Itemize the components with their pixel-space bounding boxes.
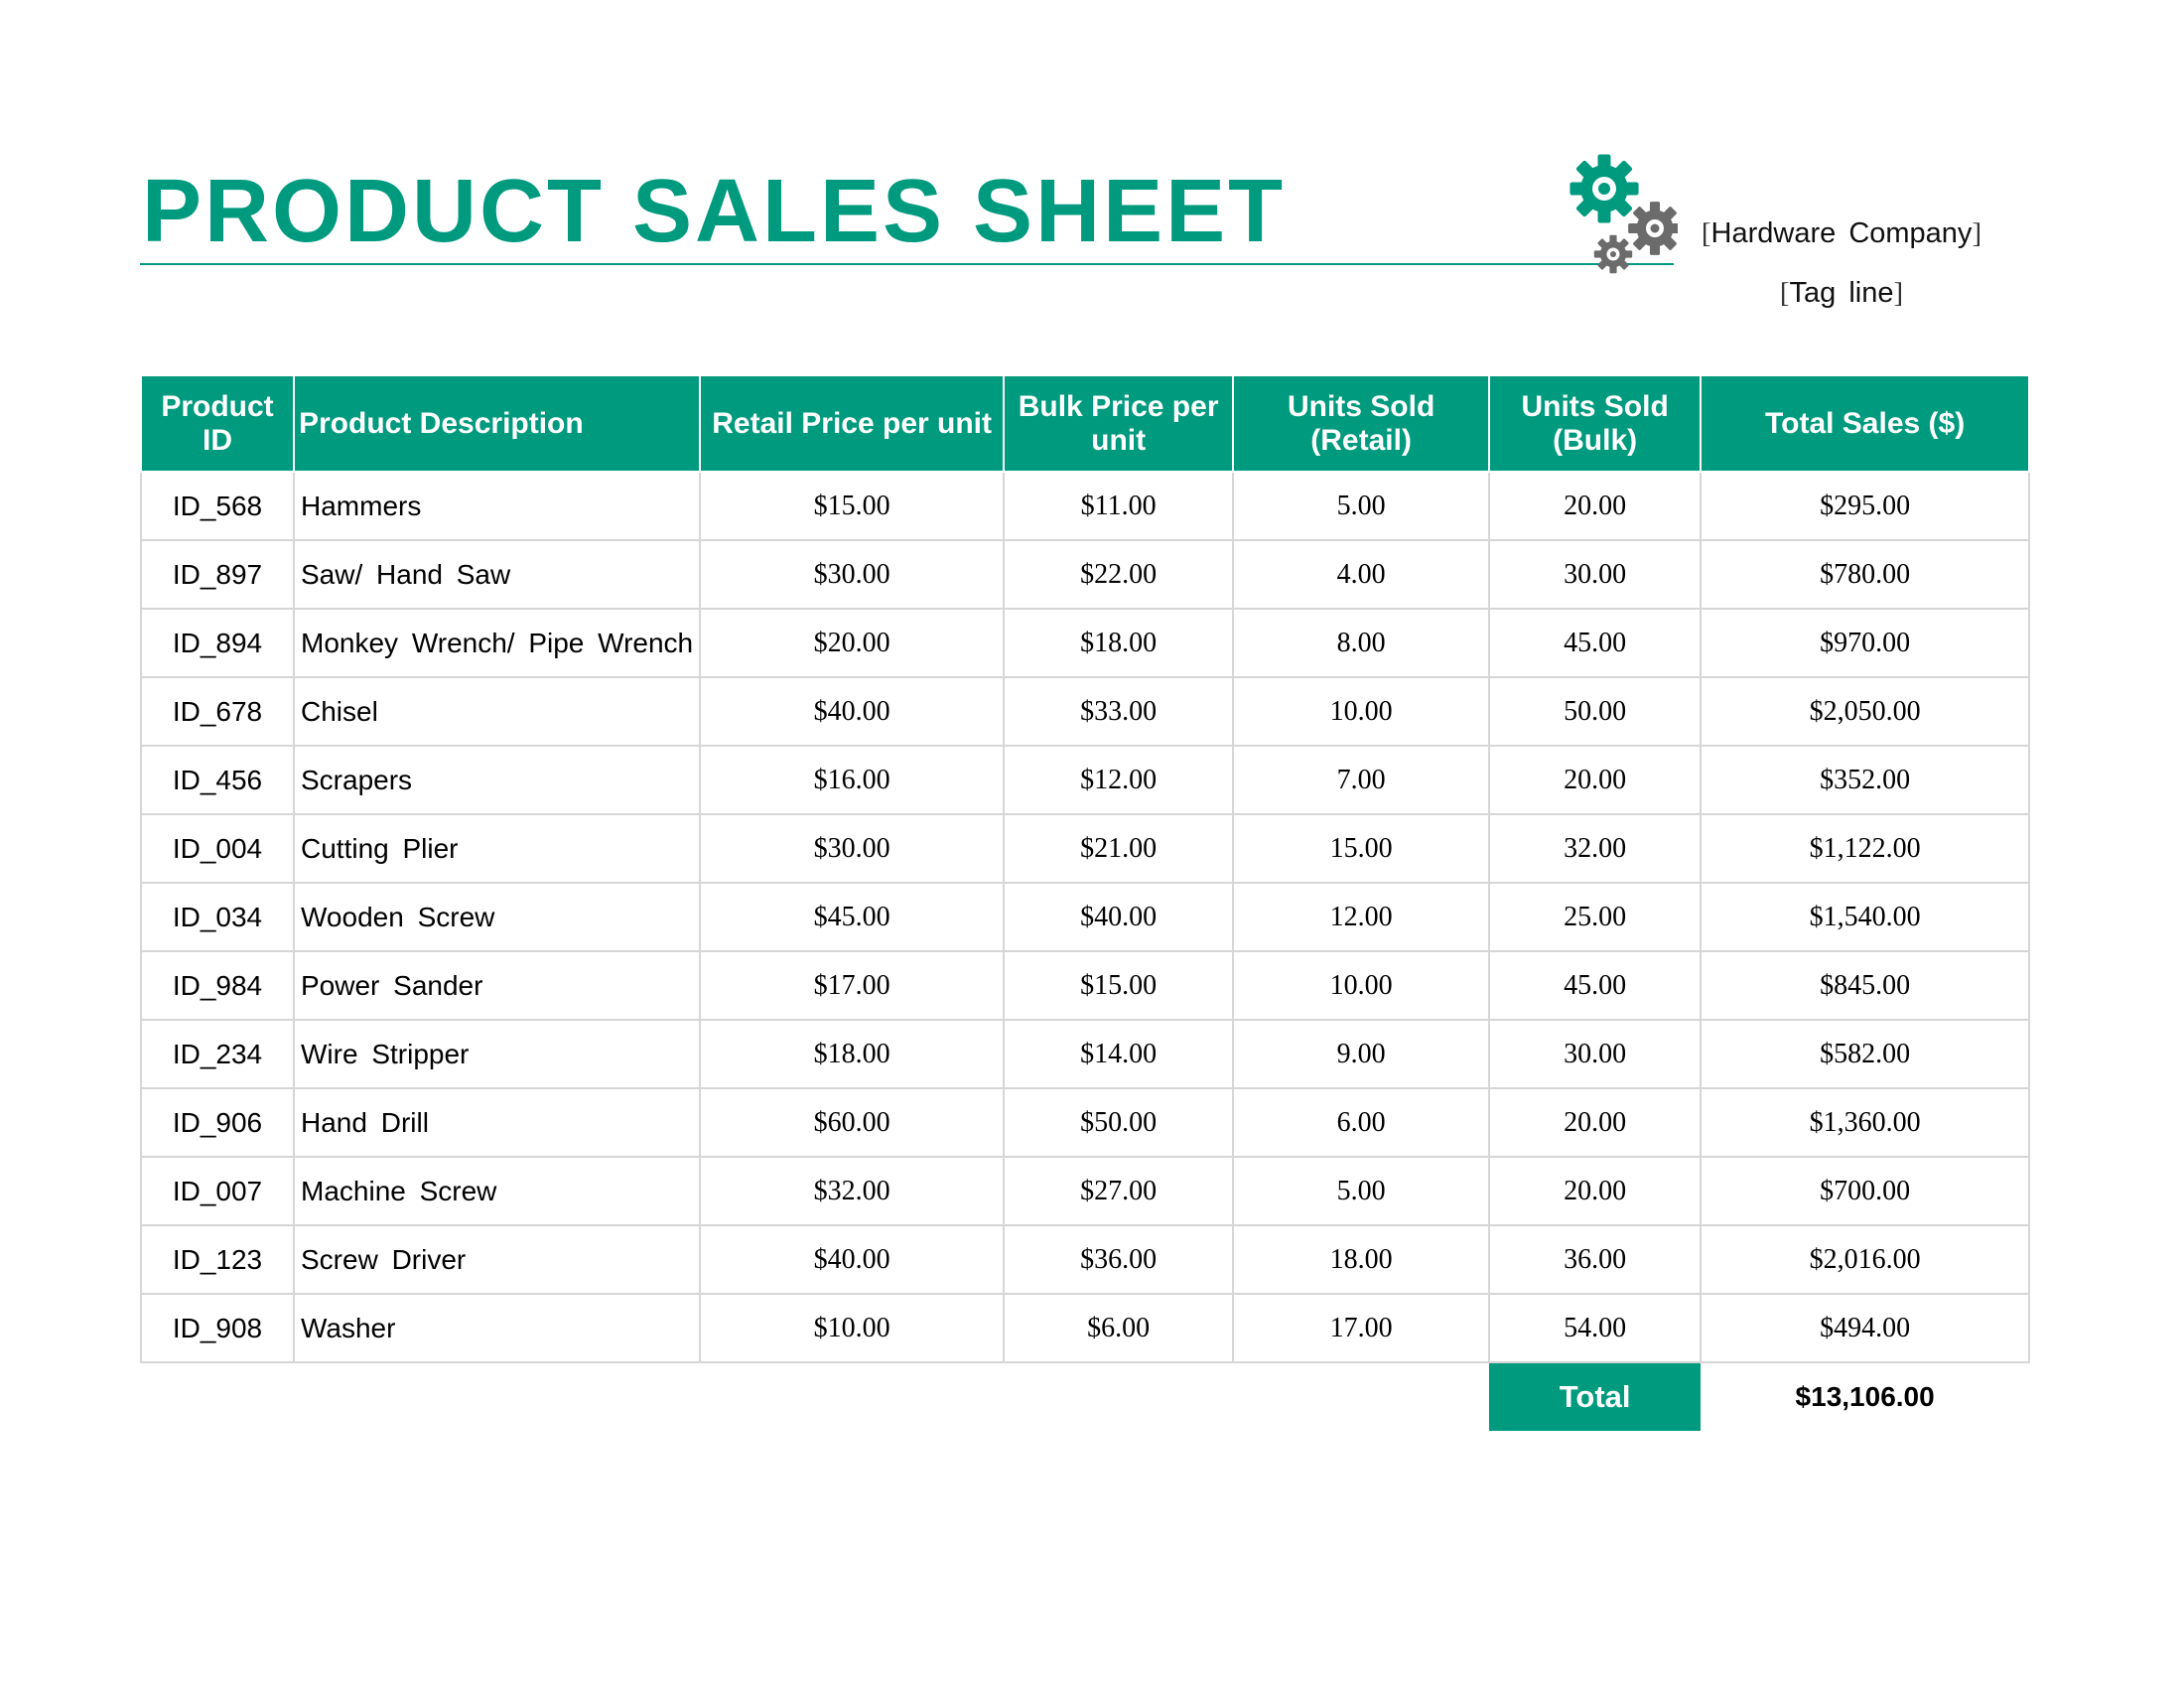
- retail-price-cell: $45.00: [700, 883, 1004, 951]
- description-cell: Scrapers: [294, 746, 700, 814]
- total-sales-cell: $2,016.00: [1701, 1225, 2029, 1294]
- units-bulk-cell: 45.00: [1489, 609, 1701, 677]
- product-id-cell: ID_984: [141, 951, 294, 1020]
- description-cell: Chisel: [294, 677, 700, 746]
- product-id-cell: ID_123: [141, 1225, 294, 1294]
- total-row-spacer: [141, 1362, 1489, 1431]
- units-retail-cell: 5.00: [1233, 472, 1489, 540]
- column-header-units-retail[interactable]: Units Sold (Retail): [1233, 375, 1489, 472]
- table-row[interactable]: [141, 1020, 2029, 1088]
- small-gear-icon: [1594, 235, 1632, 273]
- description-cell: Screw Driver: [294, 1225, 700, 1294]
- table-row[interactable]: [141, 609, 2029, 677]
- units-retail-cell: 18.00: [1233, 1225, 1489, 1294]
- description-cell: Wire Stripper: [294, 1020, 700, 1088]
- table-row[interactable]: [141, 1225, 2029, 1294]
- total-sales-cell: $494.00: [1701, 1294, 2029, 1362]
- units-retail-cell: 4.00: [1233, 540, 1489, 609]
- units-bulk-cell: 50.00: [1489, 677, 1701, 746]
- retail-price-cell: $17.00: [700, 951, 1004, 1020]
- retail-price-cell: $60.00: [700, 1088, 1004, 1157]
- product-id-cell: ID_897: [141, 540, 294, 609]
- retail-price-cell: $18.00: [700, 1020, 1004, 1088]
- title-underline: [140, 263, 1674, 265]
- total-sales-cell: $845.00: [1701, 951, 2029, 1020]
- product-id-cell: ID_004: [141, 814, 294, 883]
- tagline-text: Tag line: [1789, 277, 1894, 309]
- units-bulk-cell: 32.00: [1489, 814, 1701, 883]
- description-cell: Machine Screw: [294, 1157, 700, 1225]
- total-sales-cell: $1,360.00: [1701, 1088, 2029, 1157]
- retail-price-cell: $40.00: [700, 677, 1004, 746]
- units-bulk-cell: 54.00: [1489, 1294, 1701, 1362]
- retail-price-cell: $32.00: [700, 1157, 1004, 1225]
- bulk-price-cell: $14.00: [1004, 1020, 1233, 1088]
- column-header-bulk-price[interactable]: Bulk Price per unit: [1004, 375, 1233, 472]
- table-row[interactable]: [141, 814, 2029, 883]
- table-row[interactable]: [141, 746, 2029, 814]
- table-row[interactable]: [141, 1294, 2029, 1362]
- product-id-cell: ID_678: [141, 677, 294, 746]
- company-name-text: Hardware Company: [1710, 217, 1973, 249]
- total-sales-cell: $1,122.00: [1701, 814, 2029, 883]
- total-row: [141, 1362, 2029, 1431]
- total-sales-cell: $295.00: [1701, 472, 2029, 540]
- product-id-cell: ID_908: [141, 1294, 294, 1362]
- bulk-price-cell: $27.00: [1004, 1157, 1233, 1225]
- company-name: [Hardware Company]: [1701, 217, 1982, 249]
- units-retail-cell: 8.00: [1233, 609, 1489, 677]
- tagline: [Tag line]: [1779, 277, 1904, 309]
- product-id-cell: ID_456: [141, 746, 294, 814]
- retail-price-cell: $30.00: [700, 540, 1004, 609]
- retail-price-cell: $15.00: [700, 472, 1004, 540]
- product-id-cell: ID_007: [141, 1157, 294, 1225]
- table-row[interactable]: [141, 540, 2029, 609]
- total-sales-cell: $970.00: [1701, 609, 2029, 677]
- description-cell: Washer: [294, 1294, 700, 1362]
- total-sales-cell: $2,050.00: [1701, 677, 2029, 746]
- product-id-cell: ID_906: [141, 1088, 294, 1157]
- units-retail-cell: 5.00: [1233, 1157, 1489, 1225]
- total-value: $13,106.00: [1795, 1381, 1935, 1412]
- column-header-units-bulk[interactable]: Units Sold (Bulk): [1489, 375, 1701, 472]
- medium-gear-icon: [1628, 202, 1678, 255]
- large-gear-icon: [1570, 154, 1638, 222]
- product-id-cell: ID_234: [141, 1020, 294, 1088]
- page-title: PRODUCT SALES SHEET: [142, 162, 1287, 261]
- units-retail-cell: 15.00: [1233, 814, 1489, 883]
- bulk-price-cell: $22.00: [1004, 540, 1233, 609]
- retail-price-cell: $10.00: [700, 1294, 1004, 1362]
- units-bulk-cell: 20.00: [1489, 472, 1701, 540]
- bulk-price-cell: $18.00: [1004, 609, 1233, 677]
- bulk-price-cell: $33.00: [1004, 677, 1233, 746]
- description-cell: Wooden Screw: [294, 883, 700, 951]
- bulk-price-cell: $36.00: [1004, 1225, 1233, 1294]
- table-row[interactable]: [141, 883, 2029, 951]
- gears-icon: [1549, 149, 1678, 278]
- total-sales-cell: $352.00: [1701, 746, 2029, 814]
- total-sales-cell: $582.00: [1701, 1020, 2029, 1088]
- units-bulk-cell: 20.00: [1489, 1088, 1701, 1157]
- table-row[interactable]: [141, 951, 2029, 1020]
- column-header-product-id[interactable]: Product ID: [141, 375, 294, 472]
- column-header-total-sales[interactable]: Total Sales ($): [1701, 375, 2029, 472]
- total-sales-cell: $780.00: [1701, 540, 2029, 609]
- units-retail-cell: 10.00: [1233, 677, 1489, 746]
- units-retail-cell: 17.00: [1233, 1294, 1489, 1362]
- product-id-cell: ID_568: [141, 472, 294, 540]
- total-label: Total: [1489, 1362, 1701, 1431]
- bulk-price-cell: $21.00: [1004, 814, 1233, 883]
- bulk-price-cell: $12.00: [1004, 746, 1233, 814]
- retail-price-cell: $40.00: [700, 1225, 1004, 1294]
- description-cell: Monkey Wrench/ Pipe Wrench: [294, 609, 700, 677]
- bulk-price-cell: $15.00: [1004, 951, 1233, 1020]
- retail-price-cell: $30.00: [700, 814, 1004, 883]
- units-retail-cell: 7.00: [1233, 746, 1489, 814]
- column-header-retail-price[interactable]: Retail Price per unit: [700, 375, 1004, 472]
- units-retail-cell: 9.00: [1233, 1020, 1489, 1088]
- description-cell: Cutting Plier: [294, 814, 700, 883]
- units-bulk-cell: 30.00: [1489, 540, 1701, 609]
- units-bulk-cell: 36.00: [1489, 1225, 1701, 1294]
- description-cell: Hand Drill: [294, 1088, 700, 1157]
- bulk-price-cell: $6.00: [1004, 1294, 1233, 1362]
- description-cell: Power Sander: [294, 951, 700, 1020]
- units-bulk-cell: 20.00: [1489, 1157, 1701, 1225]
- table-row[interactable]: [141, 1157, 2029, 1225]
- sales-table: [140, 374, 2030, 1431]
- total-sales-cell: $700.00: [1701, 1157, 2029, 1225]
- description-cell: Hammers: [294, 472, 700, 540]
- units-bulk-cell: 30.00: [1489, 1020, 1701, 1088]
- total-sales-cell: $1,540.00: [1701, 883, 2029, 951]
- bulk-price-cell: $40.00: [1004, 883, 1233, 951]
- retail-price-cell: $16.00: [700, 746, 1004, 814]
- units-bulk-cell: 25.00: [1489, 883, 1701, 951]
- product-id-cell: ID_894: [141, 609, 294, 677]
- table-header-row: [141, 375, 2029, 472]
- bulk-price-cell: $11.00: [1004, 472, 1233, 540]
- units-retail-cell: 6.00: [1233, 1088, 1489, 1157]
- description-cell: Saw/ Hand Saw: [294, 540, 700, 609]
- table-row[interactable]: [141, 472, 2029, 540]
- units-bulk-cell: 20.00: [1489, 746, 1701, 814]
- units-bulk-cell: 45.00: [1489, 951, 1701, 1020]
- bulk-price-cell: $50.00: [1004, 1088, 1233, 1157]
- units-retail-cell: 10.00: [1233, 951, 1489, 1020]
- table-row[interactable]: [141, 1088, 2029, 1157]
- units-retail-cell: 12.00: [1233, 883, 1489, 951]
- product-id-cell: ID_034: [141, 883, 294, 951]
- table-row[interactable]: [141, 677, 2029, 746]
- column-header-description[interactable]: Product Description: [294, 375, 700, 472]
- retail-price-cell: $20.00: [700, 609, 1004, 677]
